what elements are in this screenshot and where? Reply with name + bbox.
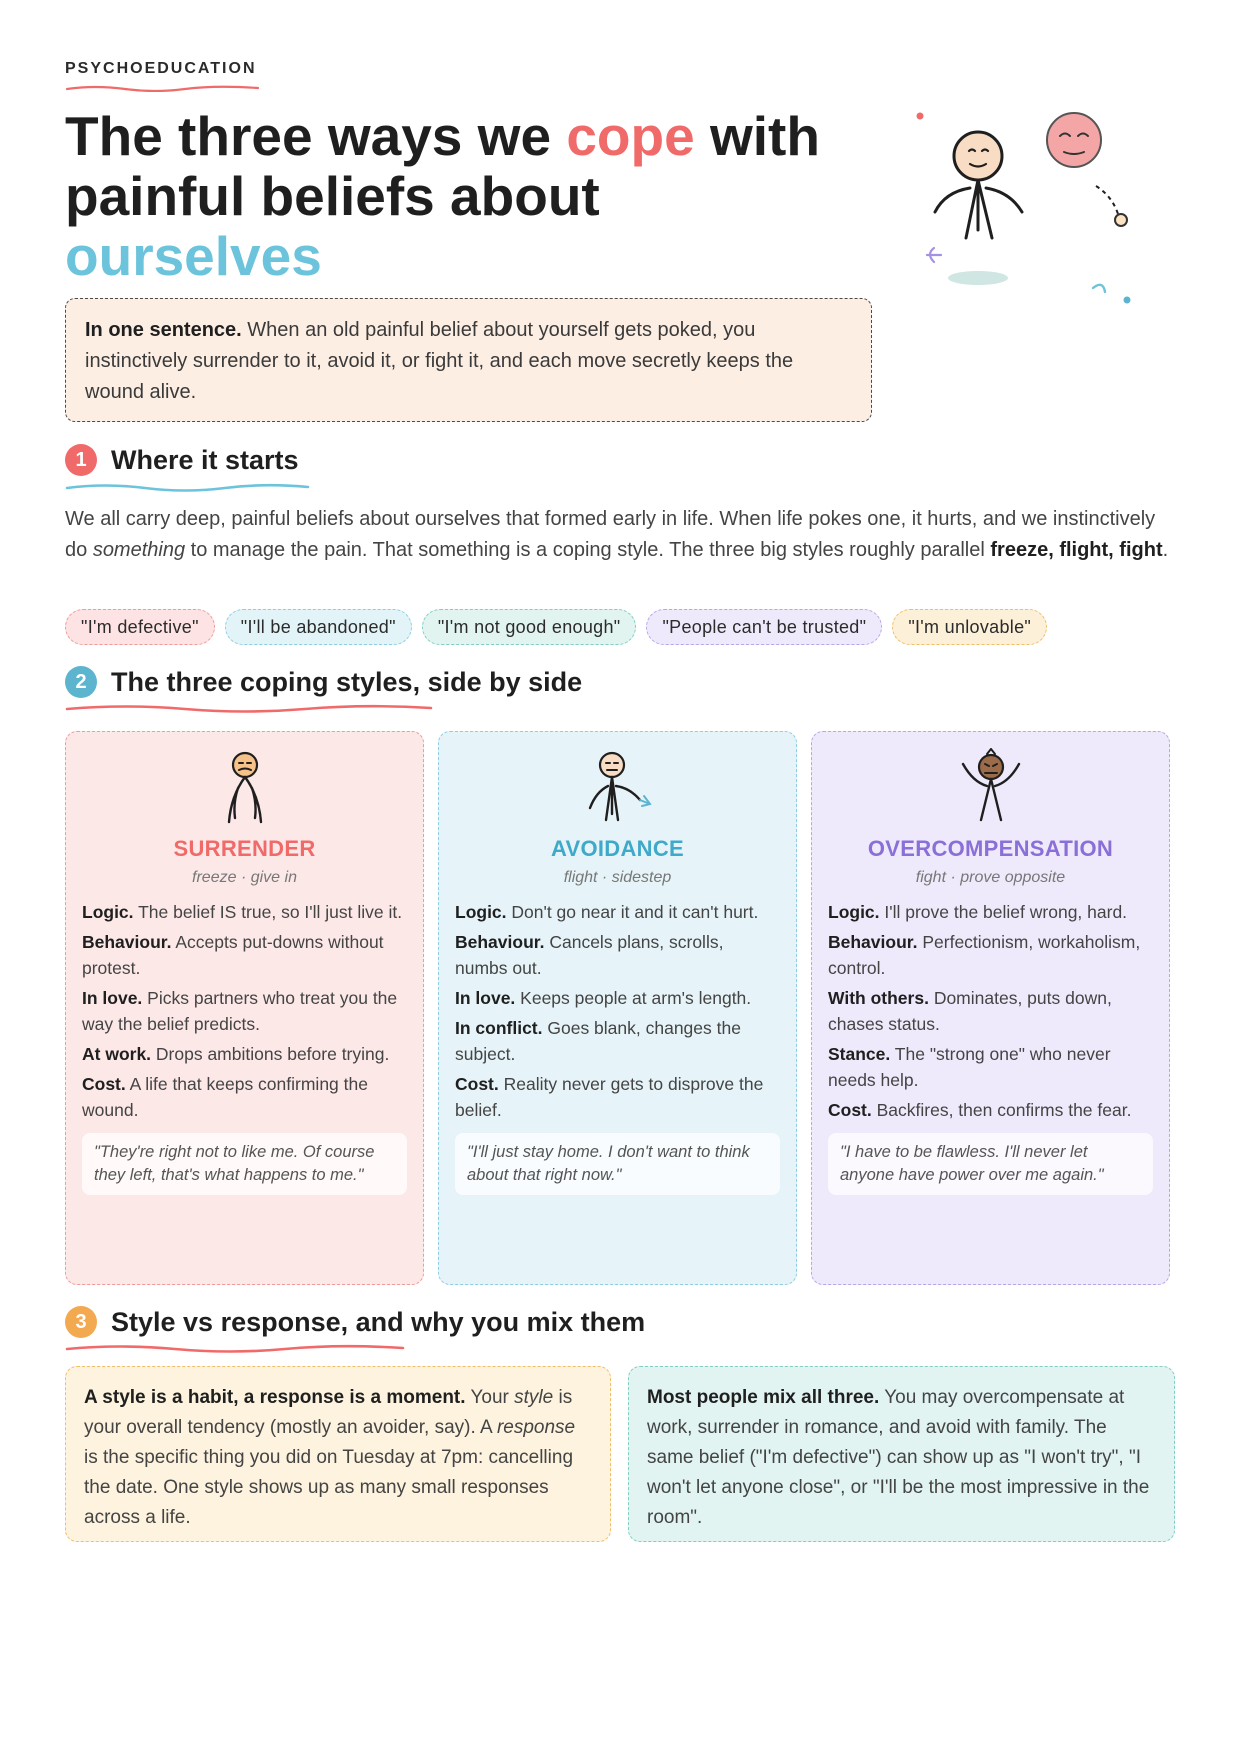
section-3-title: Style vs response, and why you mix them	[111, 1306, 646, 1337]
belief-chip: "I'm not good enough"	[422, 609, 637, 645]
section-1-number: 1	[65, 444, 97, 476]
summary-box	[65, 298, 872, 422]
pink-face-icon	[1047, 113, 1101, 167]
card-quote: "They're right not to like me. Of course they left, that's what happens to me."	[82, 1133, 407, 1195]
card-row: Behaviour. Accepts put-downs without protest.	[82, 932, 384, 978]
orange-dot-icon	[1115, 214, 1127, 226]
hero-illustration	[900, 100, 1180, 330]
shadow-icon	[948, 271, 1008, 285]
card-row: Logic. I'll prove the belief wrong, hard.	[828, 902, 1128, 922]
section-2-header	[65, 666, 582, 698]
card-row: Cost. A life that keeps confirming the wound.	[82, 1074, 368, 1120]
section-3-header	[65, 1306, 645, 1338]
card-subtitle: freeze · give in	[192, 869, 297, 886]
card-title: SURRENDER	[173, 836, 316, 861]
belief-chips	[65, 609, 1047, 645]
overcompensation-figure-icon	[951, 748, 1031, 828]
section-3-number: 3	[65, 1306, 97, 1338]
card-row: Logic. The belief IS true, so I'll just live it.	[82, 902, 403, 922]
card-subtitle: fight · prove opposite	[915, 869, 1066, 886]
section-1-title: Where it starts	[111, 444, 299, 475]
title-highlight-ourselves: ourselves	[65, 225, 322, 287]
eyebrow-label: PSYCHOEDUCATION	[65, 60, 257, 77]
card-title: AVOIDANCE	[550, 836, 685, 861]
card-row: With others. Dominates, puts down, chases status.	[828, 988, 1112, 1034]
section-1-header	[65, 444, 299, 476]
section-3-underline	[65, 1343, 405, 1353]
section-1-intro: We all carry deep, painful beliefs about ourselves that formed early in life. When life pokes one, it hurts, and we instinctively do something to manage the pain. That something is a coping style. The three big styles roughly parallel freeze, flight, fight.	[65, 508, 1169, 561]
card-row: Cost. Backfires, then confirms the fear.	[828, 1100, 1132, 1120]
card-title: OVERCOMPENSATION	[867, 836, 1114, 861]
surrender-figure-icon	[205, 748, 285, 828]
section-2-number: 2	[65, 666, 97, 698]
section-2-underline	[65, 703, 433, 713]
coping-card-avoidance	[438, 731, 797, 1285]
mix-styles-box: Most people mix all three. You may overcompensate at work, surrender in romance, and avoid with family. The same belief ("I'm defective") can show up as "I won't try", "I won't let anyone close", or "I'll be the most impressive in the room".	[628, 1366, 1175, 1542]
card-quote: "I have to be flawless. I'll never let anyone have power over me again."	[828, 1133, 1153, 1195]
card-subtitle: flight · sidestep	[563, 869, 672, 886]
section-2-title: The three coping styles, side by side	[111, 666, 583, 697]
stick-figure-head-icon	[954, 132, 1002, 180]
card-row: At work. Drops ambitions before trying.	[82, 1044, 390, 1064]
card-row: Cost. Reality never gets to disprove the belief.	[455, 1074, 764, 1120]
belief-chip: "I'll be abandoned"	[225, 609, 412, 645]
card-row: Behaviour. Perfectionism, workaholism, control.	[828, 932, 1141, 978]
style-vs-response-box: A style is a habit, a response is a moment. Your style is your overall tendency (mostly an avoider, say). A response is the specific thing you did on Tuesday at 7pm: cancelling the date. One style shows up as many small responses across a life.	[65, 1366, 611, 1542]
avoidance-figure-icon	[578, 748, 658, 828]
belief-chip: "I'm defective"	[65, 609, 215, 645]
belief-chip: "People can't be trusted"	[646, 609, 882, 645]
card-row: Logic. Don't go near it and it can't hurt.	[455, 902, 759, 922]
card-quote: "I'll just stay home. I don't want to think about that right now."	[455, 1133, 780, 1195]
card-row: In love. Keeps people at arm's length.	[455, 988, 752, 1008]
section-1-underline	[65, 482, 310, 492]
coping-card-surrender	[65, 731, 424, 1285]
decor-dot-icon	[917, 113, 924, 120]
card-row: Behaviour. Cancels plans, scrolls, numbs out.	[455, 932, 724, 978]
eyebrow-underline	[65, 84, 260, 92]
card-row: Stance. The "strong one" who never needs help.	[828, 1044, 1111, 1090]
blue-dot-icon	[1124, 297, 1131, 304]
card-row: In conflict. Goes blank, changes the subject.	[455, 1018, 741, 1064]
belief-chip: "I'm unlovable"	[892, 609, 1047, 645]
card-row: In love. Picks partners who treat you the way the belief predicts.	[82, 988, 398, 1034]
coping-card-overcompensation	[811, 731, 1170, 1285]
summary-text: When an old painful belief about yourself gets poked, you instinctively surrender to it, avoid it, or fight it, and each move secretly keeps the wound alive.	[85, 319, 794, 403]
title-highlight-cope: cope	[566, 105, 695, 167]
summary-label: In one sentence.	[85, 319, 242, 341]
page-title: The three ways we cope with painful beliefs about ourselves	[65, 105, 820, 287]
